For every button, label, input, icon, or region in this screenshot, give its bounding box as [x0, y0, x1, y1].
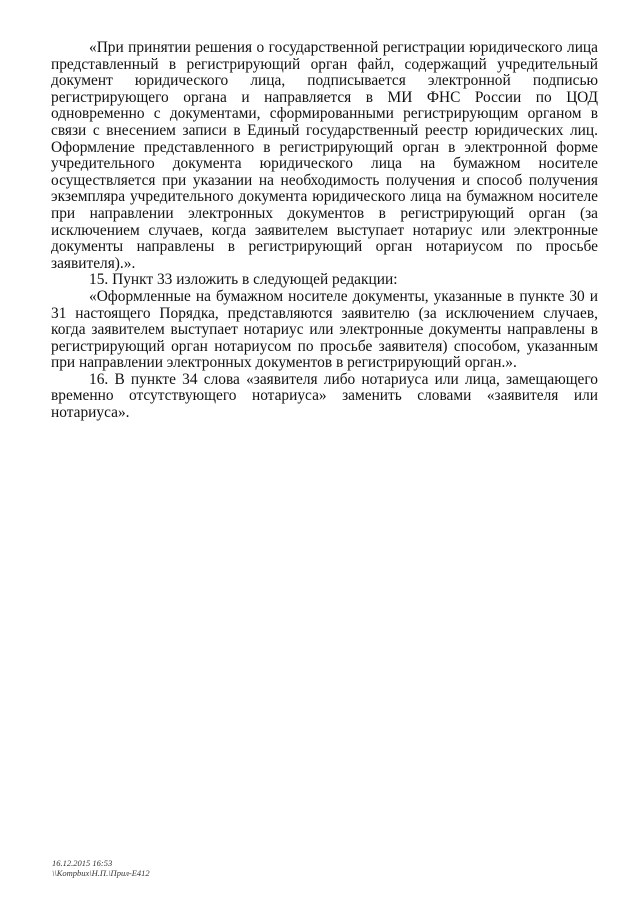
paragraph-item-16: 16. В пункте 34 слова «заявителя либо нотариуса или лица, замещающего временно отсутствующего нотариуса» заменить словами «заявителя или нотариуса».: [51, 370, 598, 422]
paragraph-item-15: 15. Пункт 33 изложить в следующей редакции:: [89, 271, 398, 289]
document-body: [51, 40, 598, 422]
document-footer: [52, 858, 150, 878]
paragraph-registration-file: «При принятии решения о государственной регистрации юридического лица представленный в регистрирующий орган файл, содержащий учредительный документ юридического лица, подписывается электронной подписью регистрирующего органа и направляется в МИ ФНС России по ЦОД одновременно с документами, сформированными регистрирующим органом в связи с внесением записи в Единый государственный реестр юридических лиц. Оформление представленного в регистрирующий орган в электронной форме учредительного документа юридического лица на бумажном носителе осуществляется при указании на необходимость получения и способ получения экземпляра учредительного документа юридического лица на бумажном носителе при направлении электронных документов в регистрирующий орган (за исключением случаев, когда заявителем выступает нотариус или электронные документы направлены в регистрирующий орган нотариусом по просьбе заявителя).».: [51, 39, 598, 272]
paragraph-item-33-text: «Оформленные на бумажном носителе документы, указанные в пункте 30 и 31 настоящего Порядка, представляются заявителю (за исключением случаев, когда заявителем выступает нотариус или электронные документы направлены в регистрирующий орган нотариусом по просьбе заявителя) способом, указанным при направлении электронных документов в регистрирующий орган.».: [51, 287, 598, 372]
footer-file-reference: \\Kompbux\Н.П.\Прил-Е412: [52, 868, 150, 878]
footer-timestamp: 16.12.2015 16:53: [52, 858, 113, 868]
